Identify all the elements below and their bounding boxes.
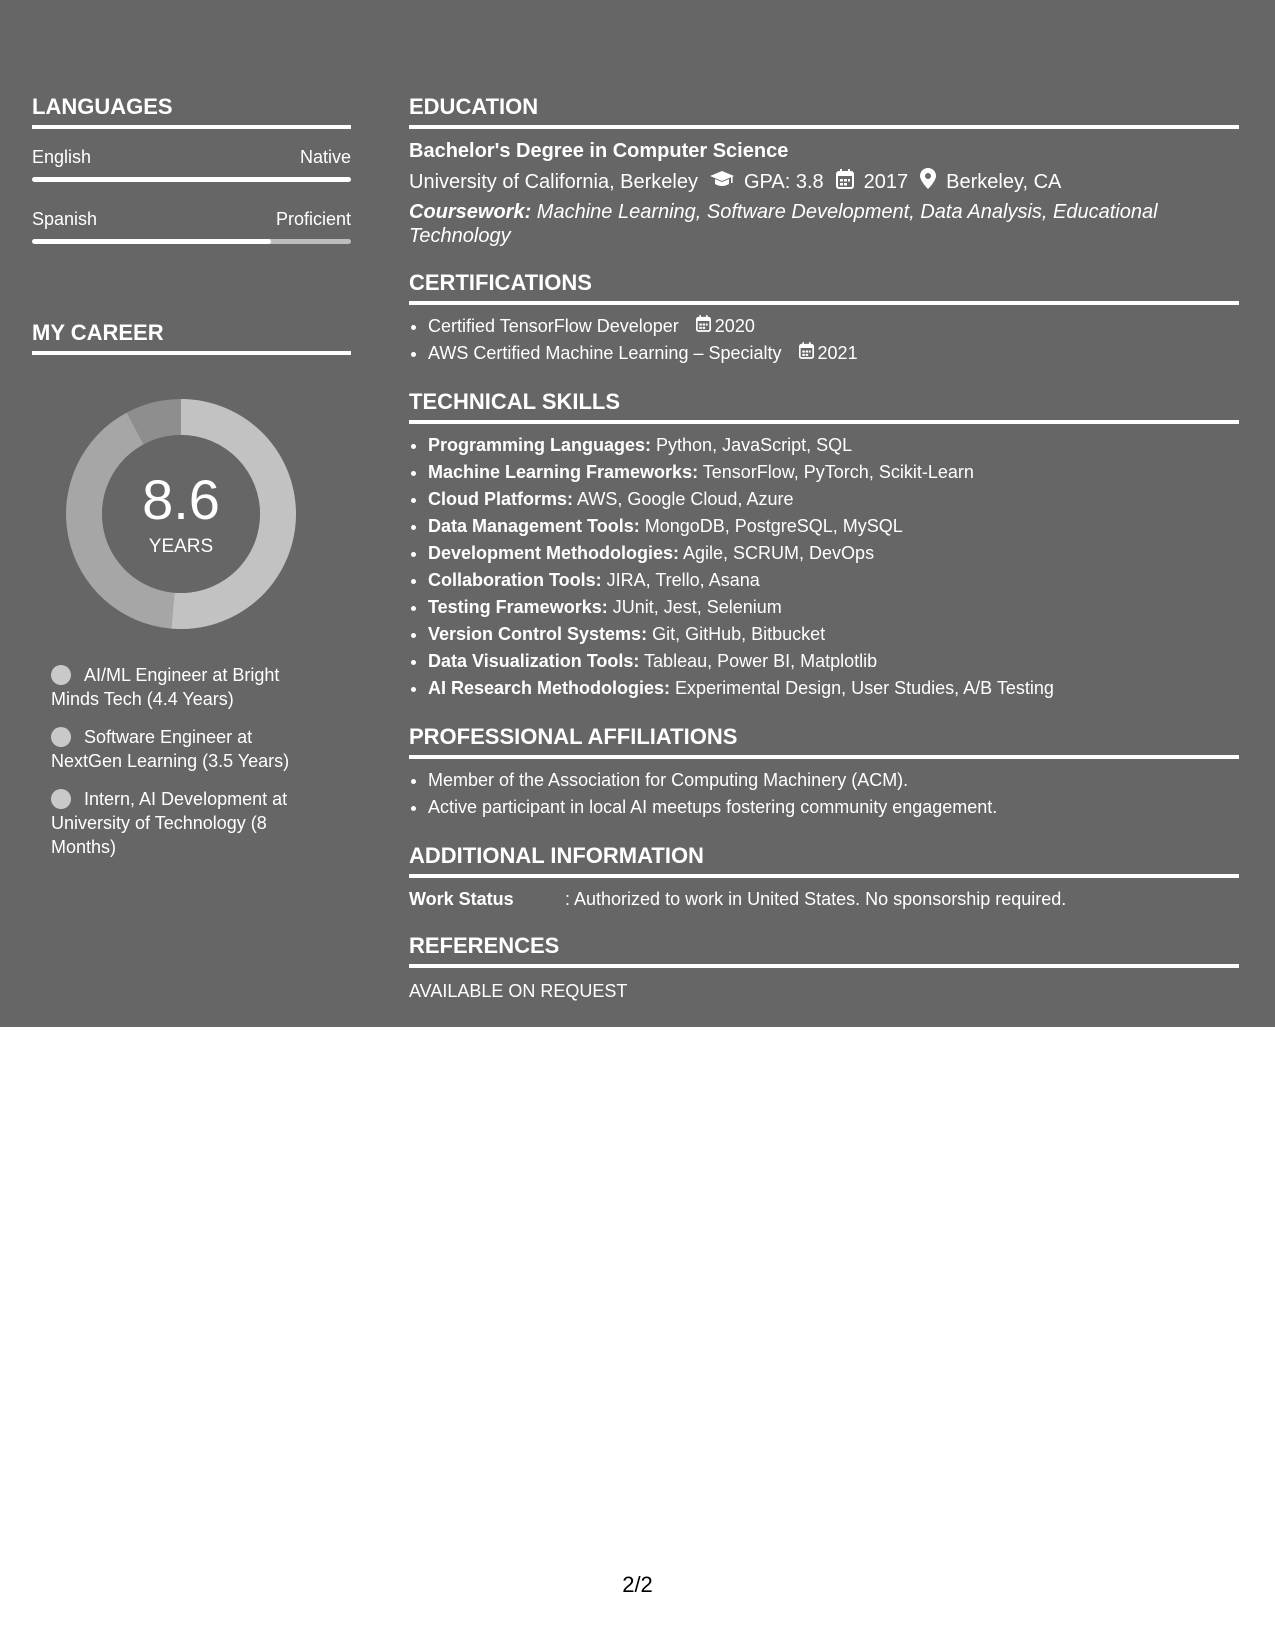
skill-item [428,567,1239,594]
language-spanish [32,208,351,230]
skill-label: Cloud Platforms: [428,489,574,509]
calendar-icon [799,340,818,367]
page-number: 2/2 [622,1572,653,1597]
certification-name: AWS Certified Machine Learning – Specialty [428,343,782,363]
skill-label: Version Control Systems: [428,624,648,644]
graduation-cap-icon [710,169,734,195]
education-gpa: GPA: 3.8 [744,171,824,193]
skill-item [428,432,1239,459]
map-pin-icon [920,168,936,196]
skill-value: JUnit, Jest, Selenium [607,597,782,617]
languages-heading: LANGUAGES [32,94,351,129]
career-donut-chart [66,399,296,629]
skill-label: Collaboration Tools: [428,570,602,590]
education-location: Berkeley, CA [946,171,1062,193]
calendar-icon [696,313,715,340]
right-column [409,94,1239,1003]
career-heading: MY CAREER [32,320,351,355]
language-english [32,146,351,168]
language-bar-spanish [32,239,351,244]
skill-item [428,675,1239,702]
skill-value: MongoDB, PostgreSQL, MySQL [639,516,903,536]
coursework-label: Coursework: [409,201,532,223]
language-level: Native [299,147,351,167]
bullet-dot-icon [51,727,71,747]
affiliations-list [409,767,1239,821]
skill-label: AI Research Methodologies: [428,678,671,698]
skill-value: JIRA, Trello, Asana [601,570,760,590]
affiliation-item: • Member of the Association for Computing Machinery (ACM). [428,767,1239,794]
coursework-text: Machine Learning, Software Development, Data Analysis, Educational Technology [409,201,1158,247]
certification-name: Certified TensorFlow Developer [428,316,679,336]
skill-label: Data Management Tools: [428,516,640,536]
skill-value: Python, JavaScript, SQL [651,435,853,455]
skill-value: Experimental Design, User Studies, A/B Testing [670,678,1054,698]
education-heading: EDUCATION [409,94,1239,129]
career-item [51,725,321,773]
skill-value: Tableau, Power BI, Matplotlib [639,651,878,671]
skill-value: AWS, Google Cloud, Azure [573,489,794,509]
skill-item [428,486,1239,513]
skill-label: Programming Languages: [428,435,652,455]
certification-date [799,340,858,367]
education-school: University of California, Berkeley [409,171,698,193]
certifications-list [409,313,1239,367]
skill-item [428,540,1239,567]
left-column [32,94,351,873]
affiliations-section [409,724,1239,821]
skill-item [428,621,1239,648]
education-degree: Bachelor's Degree in Computer Science [409,140,789,162]
language-name: English [32,147,92,167]
career-item [51,787,321,859]
skill-value: TensorFlow, PyTorch, Scikit-Learn [698,462,974,482]
language-name: Spanish [32,209,98,229]
skill-value: Agile, SCRUM, DevOps [679,543,875,563]
language-bar-fill [32,177,351,182]
work-status-row [409,887,1239,911]
education-year: 2017 [863,171,909,193]
references-heading: REFERENCES [409,933,1239,968]
additional-info-section [409,843,1239,911]
language-level: Proficient [275,209,351,229]
skill-label: Data Visualization Tools: [428,651,640,671]
language-bar-english [32,177,351,182]
certification-year: 2020 [714,316,755,336]
additional-info-heading: ADDITIONAL INFORMATION [409,843,1239,878]
skill-item [428,648,1239,675]
skills-heading: TECHNICAL SKILLS [409,389,1239,424]
affiliation-item: • Active participant in local AI meetups fostering community engagement. [428,794,1239,821]
skill-item [428,513,1239,540]
bullet-dot-icon [51,789,71,809]
career-item-text: Software Engineer at NextGen Learning (3.5 Years) [51,727,290,771]
skill-label: Testing Frameworks: [428,597,608,617]
career-total-unit: YEARS [148,536,214,557]
certification-item [428,313,1239,340]
calendar-icon [836,169,854,196]
skills-section [409,389,1239,702]
skill-label: Machine Learning Frameworks: [428,462,699,482]
references-section [409,933,1239,1003]
references-text: AVAILABLE ON REQUEST [409,981,628,1001]
education-details [409,168,1239,196]
certification-year: 2021 [817,343,858,363]
work-status-label: Work Status [409,889,514,909]
bullet-dot-icon [51,665,71,685]
career-total-years: 8.6 [142,468,220,531]
certification-item [428,340,1239,367]
certifications-heading: CERTIFICATIONS [409,270,1239,305]
work-status-value: : Authorized to work in United States. No sponsorship required. [565,889,1067,909]
certifications-section [409,270,1239,367]
career-list [51,663,321,859]
skill-item [428,459,1239,486]
career-item [51,663,321,711]
career-item-text: AI/ML Engineer at Bright Minds Tech (4.4 Years) [51,665,280,709]
skill-value: Git, GitHub, Bitbucket [647,624,826,644]
skill-item [428,594,1239,621]
certification-date [696,313,755,340]
affiliations-heading: PROFESSIONAL AFFILIATIONS [409,724,1239,759]
education-coursework [409,200,1239,248]
skill-label: Development Methodologies: [428,543,680,563]
language-bar-fill [32,239,271,244]
career-item-text: Intern, AI Development at University of Technology (8 Months) [51,789,288,857]
skills-list [409,432,1239,702]
